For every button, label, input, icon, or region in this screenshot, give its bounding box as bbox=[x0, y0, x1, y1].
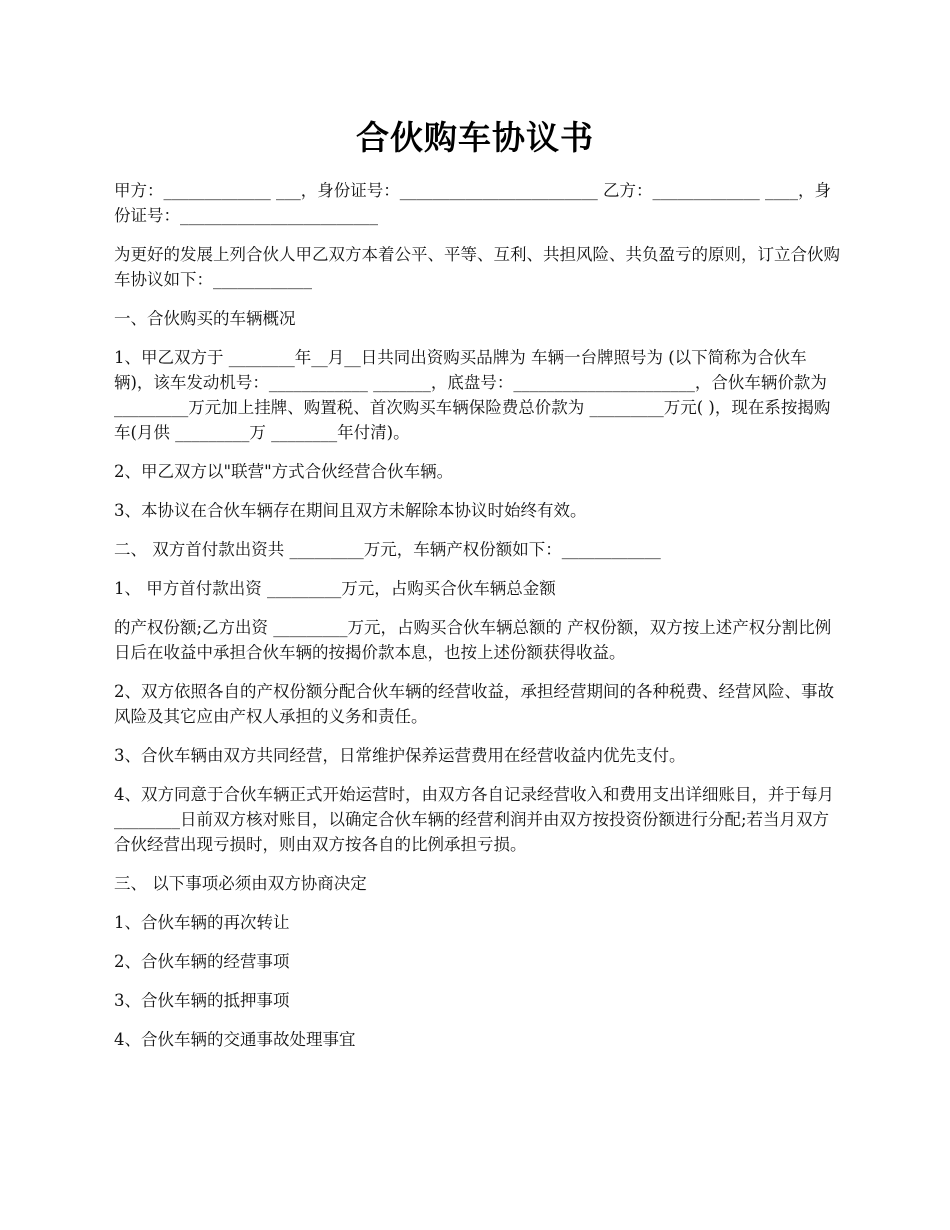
section-2-item-1-continued: 的产权份额;乙方出资 _________万元，占购买合伙车辆总额的 产权份额，双方按上述产权分割比例日后在收益中承担合伙车辆的按揭价款本息，也按上述份额获得收益。 bbox=[114, 618, 832, 662]
section-3-item-1: 1、合伙车辆的再次转让 bbox=[114, 913, 290, 932]
preamble-paragraph: 为更好的发展上列合伙人甲乙双方本着公平、平等、互利、共担风险、共负盈亏的原则，订立合伙购车协议如下：____________ bbox=[114, 245, 840, 289]
document-body bbox=[114, 178, 840, 1066]
section-1-item-2: 2、甲乙双方以"联营"方式合伙经营合伙车辆。 bbox=[114, 462, 454, 481]
section-3-item-2: 2、合伙车辆的经营事项 bbox=[114, 952, 290, 971]
section-1-heading: 一、合伙购买的车辆概况 bbox=[114, 309, 296, 328]
section-3-item-3: 3、合伙车辆的抵押事项 bbox=[114, 991, 290, 1010]
parties-paragraph: 甲方：_____________ ___，身份证号：________________________ 乙方：_____________ ____，身份证号：________________________ bbox=[114, 181, 831, 225]
section-2-item-2: 2、双方依照各自的产权份额分配合伙车辆的经营收益，承担经营期间的各种税费、经营风险、事故风险及其它应由产权人承担的义务和责任。 bbox=[114, 682, 834, 726]
section-2-heading: 二、 双方首付款出资共 _________万元，车辆产权份额如下：____________ bbox=[114, 540, 661, 559]
section-3-heading: 三、 以下事项必须由双方协商决定 bbox=[114, 874, 367, 893]
section-2-item-4: 4、双方同意于合伙车辆正式开始运营时，由双方各自记录经营收入和费用支出详细账目，并于每月 ________日前双方核对账目，以确定合伙车辆的经营利润并由双方按投资份额进行分配;若当月双方合伙经营出现亏损时，则由双方按各自的比例承担亏损。 bbox=[114, 785, 834, 854]
section-2-item-3: 3、合伙车辆由双方共同经营，日常维护保养运营费用在经营收益内优先支付。 bbox=[114, 746, 686, 765]
section-3-item-4: 4、合伙车辆的交通事故处理事宜 bbox=[114, 1030, 356, 1049]
section-1-item-3: 3、本协议在合伙车辆存在期间且双方未解除本协议时始终有效。 bbox=[114, 501, 587, 520]
section-2-item-1: 1、 甲方首付款出资 _________万元，占购买合伙车辆总金额 bbox=[114, 579, 556, 598]
section-1-item-1: 1、甲乙双方于 ________年__月__日共同出资购买品牌为 车辆一台牌照号为 (以下简称为合伙车辆)，该车发动机号：____________ _______，底盘号：______________________，合伙车辆价款为 _________万元加上挂牌、购置税、首次购买车辆保险费总价款为 _________万元( )，现在系按揭购车(月供 _________万 ________年付清)。 bbox=[114, 348, 831, 442]
document-title: 合伙购车协议书 bbox=[356, 118, 594, 157]
